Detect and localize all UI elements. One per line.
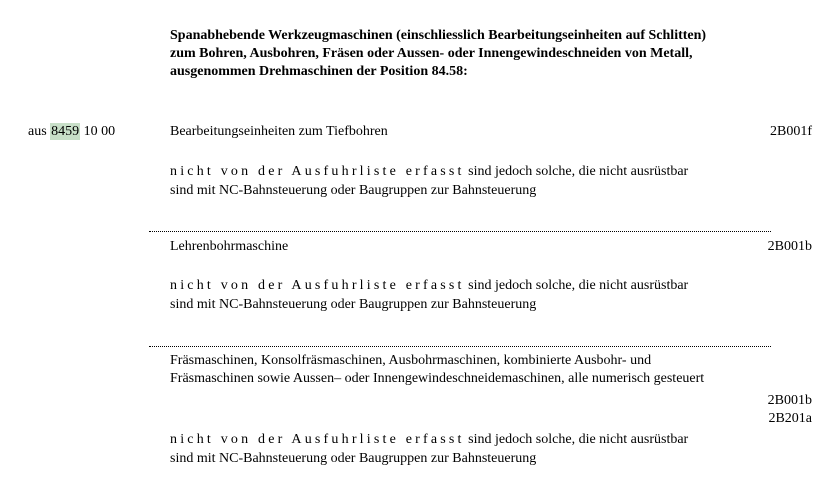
- entry-note-text: sind jedoch solche, die nicht ausrüstbar sind mit NC-Bahnsteuerung oder Baugruppen zur Bahnsteuerung: [170, 432, 689, 466]
- entry-reference: 2B001b: [767, 239, 812, 254]
- entry-note-spaced: nicht von der Ausfuhrliste erfasst: [170, 278, 465, 293]
- entry-note-text: sind jedoch solche, die nicht ausrüstbar sind mit NC-Bahnsteuerung oder Baugruppen zur Bahnsteuerung: [170, 164, 689, 198]
- entry-description: Fräsmaschinen, Konsolfräsmaschinen, Ausbohrmaschinen, kombinierte Ausbohr- und Fräsmaschinen sowie Aussen– oder Innengewindeschneidemaschinen, alle numerisch gesteuert: [170, 353, 705, 386]
- tariff-code-prefix: aus: [28, 124, 47, 139]
- entry-note: [170, 276, 700, 314]
- tariff-code-highlight[interactable]: 8459: [51, 124, 80, 139]
- tariff-code-suffix: 10 00: [83, 124, 116, 139]
- entry-note-spaced: nicht von der Ausfuhrliste erfasst: [170, 432, 465, 447]
- entry-note: [170, 430, 700, 468]
- entry-reference: 2B001b: [767, 393, 812, 408]
- entry-note-text: sind jedoch solche, die nicht ausrüstbar sind mit NC-Bahnsteuerung oder Baugruppen zur Bahnsteuerung: [170, 278, 689, 312]
- dotted-divider: [149, 346, 771, 347]
- entry-note-spaced: nicht von der Ausfuhrliste erfasst: [170, 164, 465, 179]
- tariff-code: [28, 123, 115, 141]
- entry-note: [170, 162, 700, 200]
- section-heading: Spanabhebende Werkzeugmaschinen (einschliesslich Bearbeitungseinheiten auf Schlitten) zum Bohren, Ausbohren, Fräsen oder Aussen- oder Innengewindeschneiden von Metall, ausgenommen Drehmaschinen der Position 84.58:: [170, 28, 707, 79]
- entry-reference: 2B201a: [768, 411, 812, 426]
- entry-description: Bearbeitungseinheiten zum Tiefbohren: [170, 124, 388, 139]
- entry-reference: 2B001f: [770, 124, 812, 139]
- dotted-divider: [149, 231, 771, 232]
- entry-description: Lehrenbohrmaschine: [170, 239, 289, 254]
